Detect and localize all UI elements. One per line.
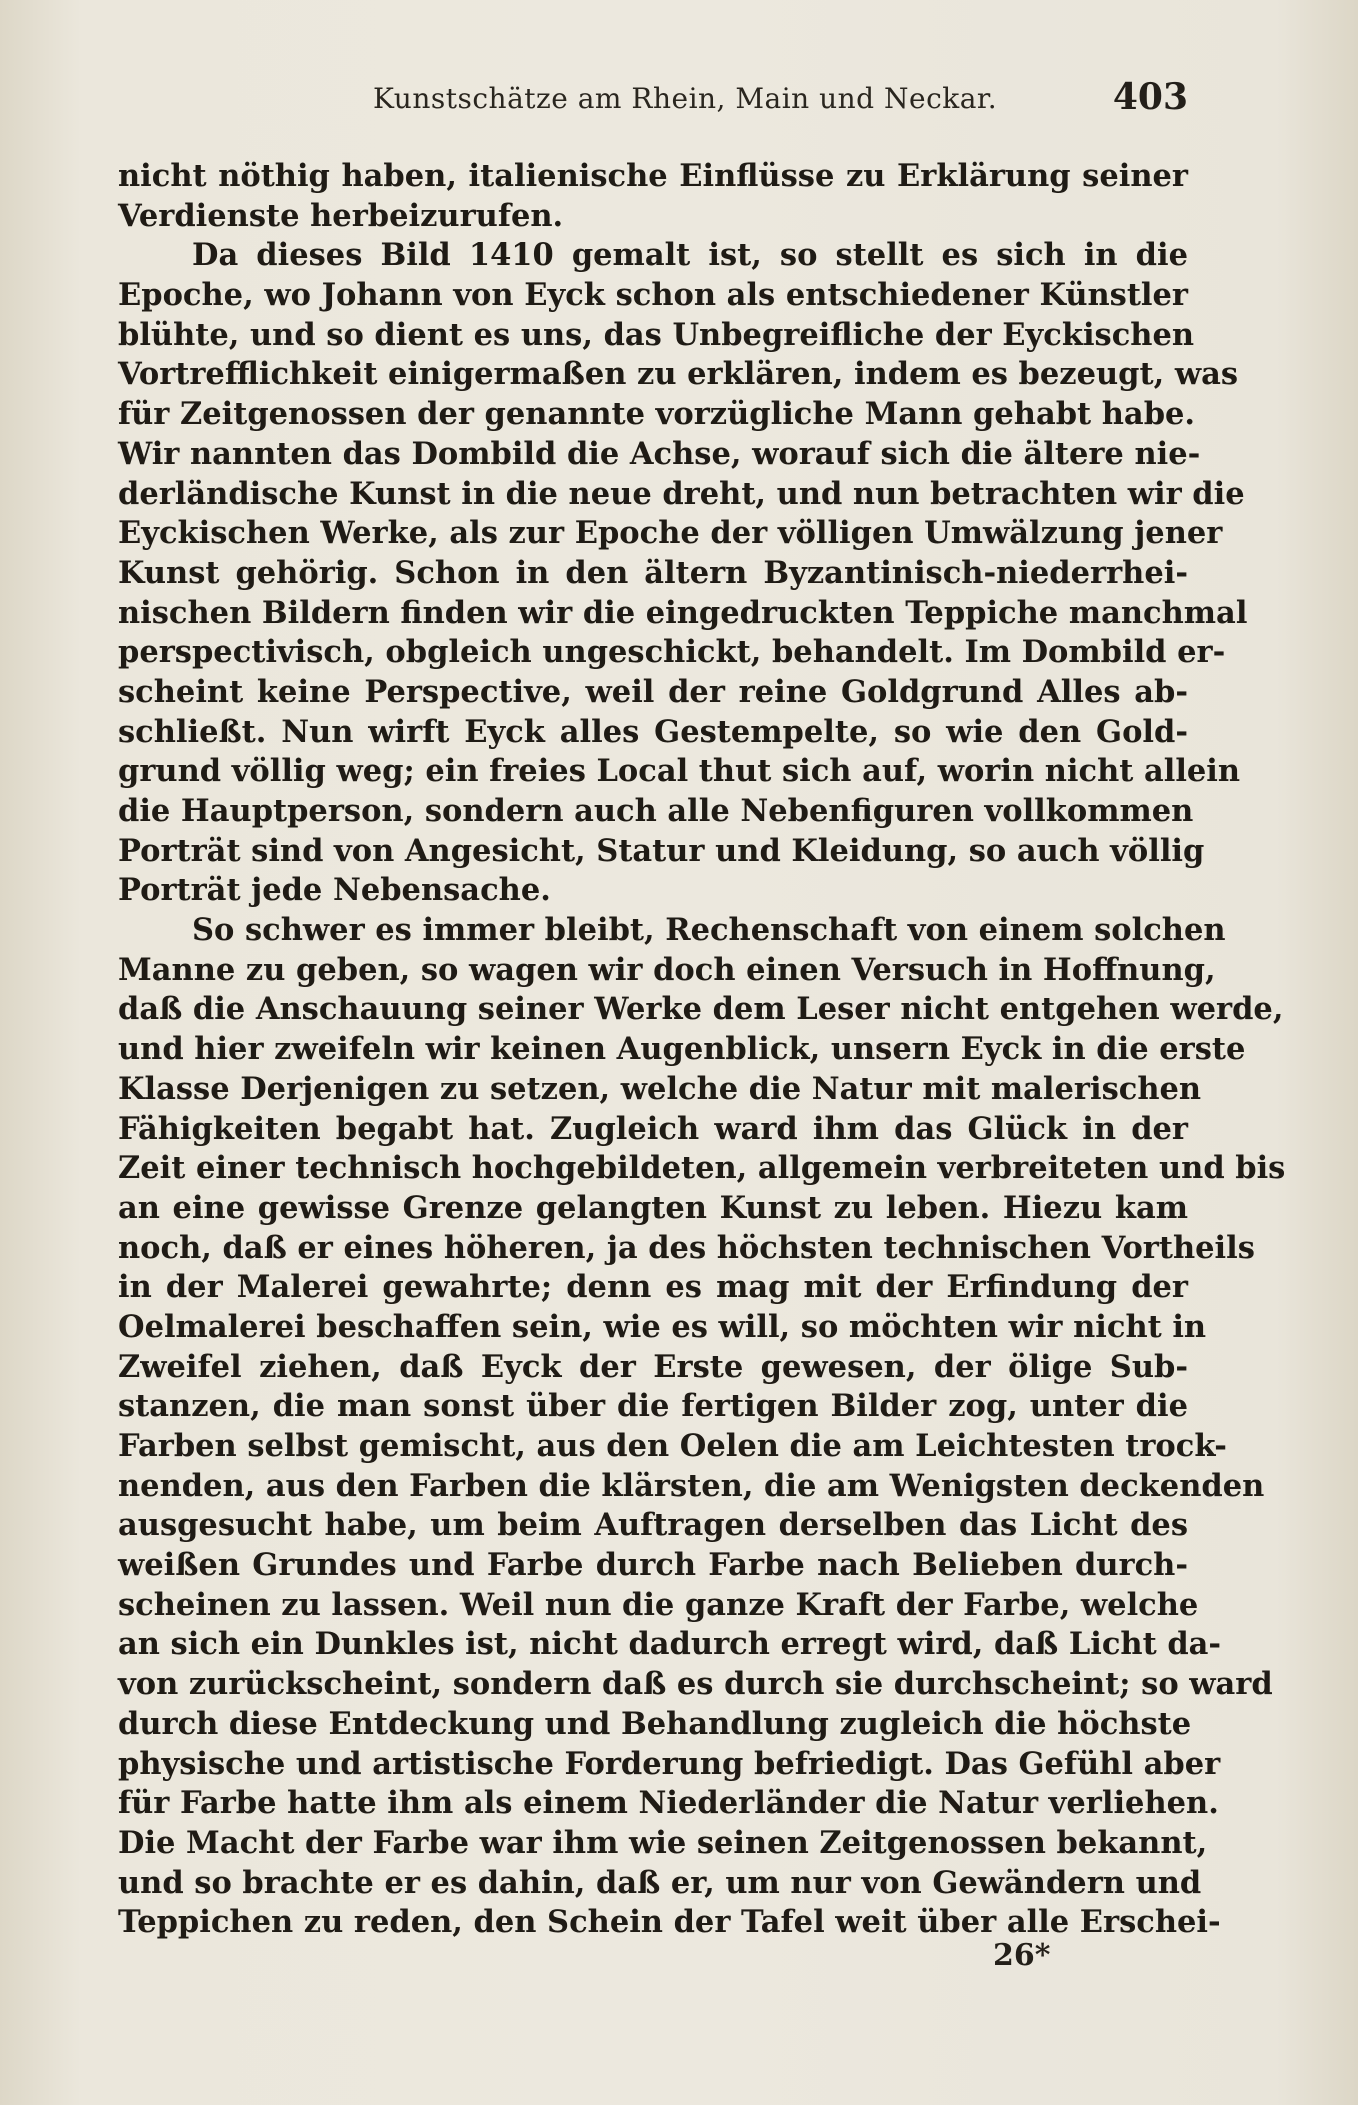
text-line: Farben selbst gemischt, aus den Oelen die am Leichtesten trock- [118, 1428, 1227, 1464]
text-line: weißen Grundes und Farbe durch Farbe nach Belieben durch- [118, 1547, 1188, 1584]
text-line: an eine gewisse Grenze gelangten Kunst zu leben. Hiezu kam [118, 1189, 1188, 1226]
text-line: Epoche, wo Johann von Eyck schon als entschiedener Künstler [118, 277, 1188, 314]
text-line: für Farbe hatte ihm als einem Niederländer die Natur verliehen. [118, 1785, 1219, 1822]
text-line: in der Malerei gewahrte; denn es mag mit der Erfindung der [118, 1269, 1188, 1306]
text-line: daß die Anschauung seiner Werke dem Leser nicht entgehen werde, [118, 991, 1284, 1028]
page-header [118, 76, 1188, 126]
text-line: schließt. Nun wirft Eyck alles Gestempelte, so wie den Gold- [118, 713, 1188, 750]
text-line: scheint keine Perspective, weil der reine Goldgrund Alles ab- [118, 673, 1188, 710]
text-line: nenden, aus den Farben die klärsten, die am Wenigsten deckenden [118, 1467, 1265, 1504]
text-line: grund völlig weg; ein freies Local thut sich auf, worin nicht allein [118, 753, 1241, 790]
text-line: und hier zweifeln wir keinen Augenblick, unsern Eyck in die erste [118, 1031, 1246, 1068]
text-line: und so brachte er es dahin, daß er, um nur von Gewändern und [118, 1864, 1202, 1901]
text-line: So schwer es immer bleibt, Rechenschaft von einem solchen [192, 912, 1226, 949]
text-line: perspectivisch, obgleich ungeschickt, behandelt. Im Dombild er- [118, 634, 1226, 671]
text-line: Zweifel ziehen, daß Eyck der Erste gewesen, der ölige Sub- [118, 1348, 1188, 1385]
text-line: noch, daß er eines höheren, ja des höchsten technischen Vortheils [118, 1229, 1255, 1266]
text-line: Porträt sind von Angesicht, Statur und Kleidung, so auch völlig [118, 832, 1205, 869]
text-line: durch diese Entdeckung und Behandlung zugleich die höchste [118, 1705, 1192, 1742]
text-line: nischen Bildern finden wir die eingedruckten Teppiche manchmal [118, 594, 1248, 631]
text-line: Eyckischen Werke, als zur Epoche der völligen Umwälzung jener [118, 515, 1223, 552]
text-line: an sich ein Dunkles ist, nicht dadurch erregt wird, daß Licht da- [118, 1626, 1222, 1663]
text-line: Manne zu geben, so wagen wir doch einen Versuch in Hoffnung, [118, 951, 1216, 988]
text-line: Verdienste herbeizurufen. [118, 197, 564, 234]
text-line: blühte, und so dient es uns, das Unbegreifliche der Eyckischen [118, 316, 1195, 353]
text-line: Vortrefflichkeit einigermaßen zu erklären, indem es bezeugt, was [118, 356, 1239, 393]
text-line: Zeit einer technisch hochgebildeten, allgemein verbreiteten und bis [118, 1150, 1286, 1187]
text-line: Kunst gehörig. Schon in den ältern Byzantinisch-niederrhei- [118, 554, 1188, 591]
text-line: ausgesucht habe, um beim Auftragen derselben das Licht des [118, 1507, 1188, 1544]
text-line: Teppichen zu reden, den Schein der Tafel weit über alle Erschei- [118, 1904, 1221, 1941]
text-line: scheinen zu lassen. Weil nun die ganze Kraft der Farbe, welche [118, 1586, 1199, 1623]
signature-mark: 26* [993, 1938, 1051, 1973]
text-line: derländische Kunst in die neue dreht, und nun betrachten wir die [118, 475, 1245, 512]
text-line: Porträt jede Nebensache. [118, 872, 551, 909]
text-line: die Hauptperson, sondern auch alle Nebenfiguren vollkommen [118, 793, 1194, 829]
text-line: Wir nannten das Dombild die Achse, worauf sich die ältere nie- [118, 435, 1201, 472]
text-line: Die Macht der Farbe war ihm wie seinen Zeitgenossen bekannt, [118, 1824, 1208, 1861]
page-number: 403 [1112, 76, 1188, 118]
body-text [118, 157, 1286, 1943]
text-line: von zurückscheint, sondern daß es durch sie durchscheint; so ward [118, 1666, 1273, 1703]
text-line: Da dieses Bild 1410 gemalt ist, so stellt es sich in die [192, 237, 1188, 274]
text-line: Fähigkeiten begabt hat. Zugleich ward ihm das Glück in der [118, 1110, 1188, 1147]
text-line: Klasse Derjenigen zu setzen, welche die Natur mit malerischen [118, 1070, 1202, 1107]
running-title: Kunstschätze am Rhein, Main und Neckar. [373, 82, 998, 115]
text-line: physische und artistische Forderung befriedigt. Das Gefühl aber [118, 1745, 1221, 1782]
text-line: für Zeitgenossen der genannte vorzügliche Mann gehabt habe. [118, 396, 1196, 433]
text-line: stanzen, die man sonst über die fertigen Bilder zog, unter die [118, 1388, 1188, 1425]
text-line: nicht nöthig haben, italienische Einflüsse zu Erklärung seiner [118, 158, 1188, 194]
text-line: Oelmalerei beschaffen sein, wie es will, so möchten wir nicht in [118, 1308, 1207, 1345]
